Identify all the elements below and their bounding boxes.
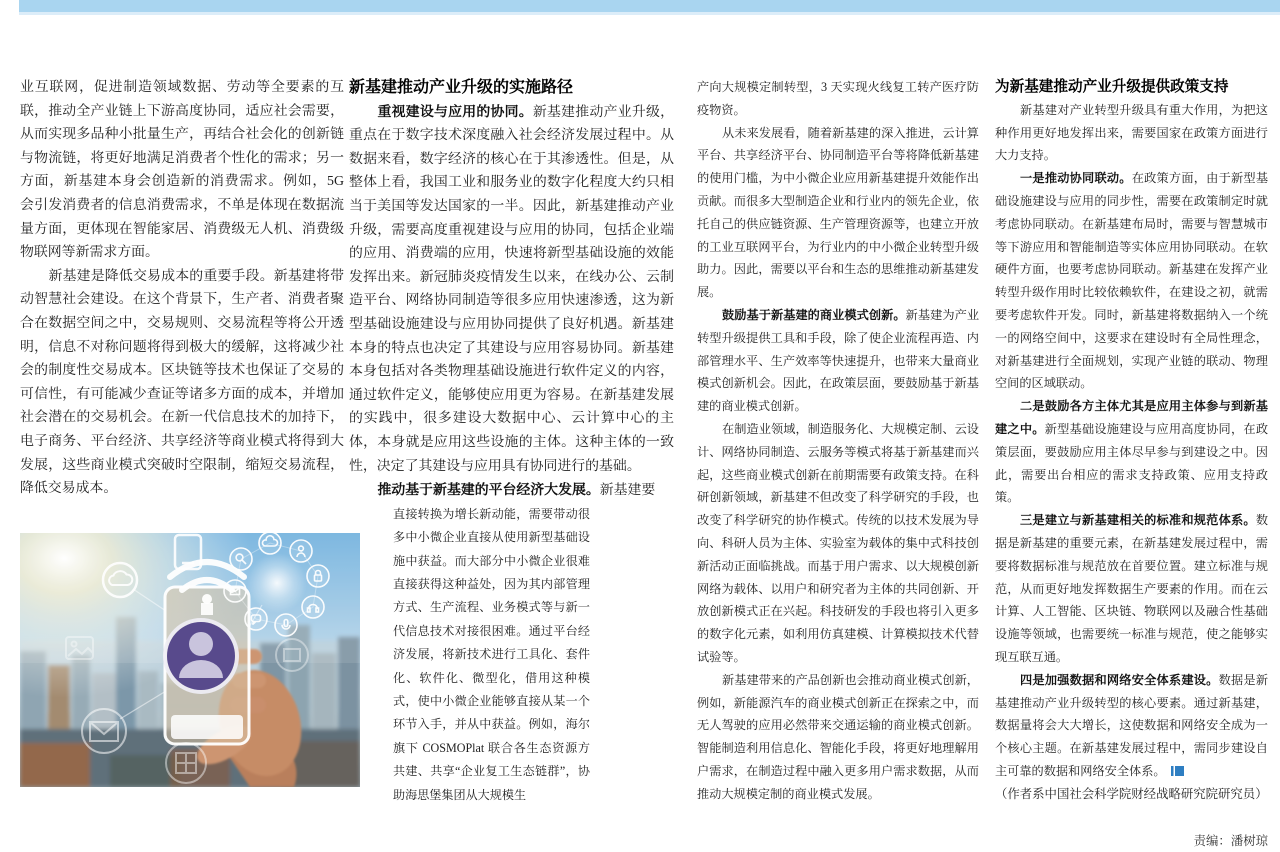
paragraph (20, 76, 344, 265)
column-3 (697, 76, 979, 806)
paragraph (697, 669, 979, 806)
photo-illustration (20, 533, 360, 787)
chat-icon (245, 608, 267, 630)
article-end-mark-icon (1171, 766, 1184, 776)
paragraph (995, 167, 1268, 395)
paragraph-text: 新基建对产业转型升级具有重大作用，为把这种作用更好地发挥出来，需要国家在政策方面进行大力支持。 (995, 103, 1268, 163)
paragraph (697, 122, 979, 304)
mic-icon (275, 614, 297, 636)
paragraph-text: 新型基础设施建设与应用高度协同，在政策层面，要鼓励应用主体尽早参与到建设之中。因此，需要出台相应的需求支持政策、应用支持政策。 (995, 422, 1268, 504)
avatar-icon (163, 618, 239, 694)
paragraph-text: 新基建是降低交易成本的重要手段。新基建将带动智慧社会建设。在这个背景下，生产者、消费者聚合在数据空间之中，交易规则、交易流程等将公开透明，信息不对称问题将得到极大的缓解，这将减少社会的制度性交易成本。区块链等技术也保证了交易的可信性，有可能减少查证等诸多方面的成本，并增加社会潜在的交易机会。在新一代信息技术的加持下，电子商务、平台经济、共享经济等商业模式将得到大发展，这些商业模式突破时空限制，缩短交易流程，降低交易成本。 (20, 269, 344, 496)
paragraph (995, 669, 1268, 783)
mail-small-icon (224, 580, 246, 602)
wifi-stem (201, 603, 213, 615)
paragraph-text: 从未来发展看，随着新基建的深入推进，云计算平台、共享经济平台、协同制造平台等将降低新基建的使用门槛，为中小微企业应用新基建提升效能作出贡献。而很多大型制造企业和行业内的领先企业，依托自己的供应链资源、生产管理资源等，也建立开放的工业互联网平台，为行业内的中小微企业转型升级助力。因此，需要以平台和生态的思维推动新基建发展。 (697, 126, 979, 300)
paragraph-text: 产向大规模定制转型，3 天实现火线复工转产医疗防疫物资。 (697, 80, 979, 117)
paragraph-text: 新基建带来的产品创新也会推动商业模式创新，例如，新能源汽车的商业模式创新正在探索之中，而无人驾驶的应用必然带来交通运输的商业模式创新。智能制造利用信息化、智能化手段，将更好地理解用户需求，在制造过程中融入更多用户需求数据，从而推动大规模定制的商业模式发展。 (697, 673, 979, 801)
paragraph-text: 数据是新基建的重要元素，在新基建发展过程中，需要将数据标准与规范放在首要位置。建立标准与规范，从而更好地发挥数据生产要素的作用。而在云计算、人工智能、区块链、物联网以及融合性基础设施等领域，也需要统一标准与规范，使之能够实现互联互通。 (995, 513, 1268, 664)
cloud-small-icon (259, 533, 281, 554)
column-1 (20, 76, 344, 501)
paragraph (697, 76, 979, 122)
wrapped-text-block (393, 503, 590, 807)
column-4 (995, 76, 1268, 852)
paragraph (995, 395, 1268, 509)
headphones-icon (302, 596, 324, 618)
paragraph-lead: 鼓励基于新基建的商业模式创新。 (722, 308, 906, 322)
paragraph (20, 265, 344, 501)
paragraph (995, 509, 1268, 669)
paragraph-text: 直接转换为增长新动能，需要带动很多中小微企业直接从使用新型基础设施中获益。而大部分中小微企业很难直接获得这种益处，因为其内部管理方式、生产流程、业务模式等与新一代信息技术对接很困难。通过平台经济发展，将新技术进行工具化、套件化、软件化、微型化，借用这种模式，使中小微企业能够直接从某一个环节入手，并从中获益。例如，海尔旗下 COSMOPlat 联合各生态资源方共建、共享“企业复工生态链群”，协助海思堡集团从大规模生 (393, 507, 590, 802)
paragraph (995, 99, 1268, 167)
paragraph-text: 在政策方面，由于新型基础设施建设与应用的同步性，需要在政策制定时就考虑协同联动。在新基建布局时，需要与智慧城市等下游应用和智能制造等实体应用协同联动。在软硬件方面，也要考虑协同联动。新基建在发挥产业转型升级作用时比较依赖软件，在建设之初，就需要考虑软件开发。同时，新基建将数据纳入一个统一的网络空间中，这要求在建设时有全局性理念，对新基建进行全面规划，实现产业链的联动、物理空间的区域联动。 (995, 171, 1268, 390)
paragraph-text: 新基建为产业转型升级提供工具和手段，除了使企业流程再造、内部管理水平、生产效率等快速提升，也带来大量商业模式创新机会。因此，在政策层面，要鼓励基于新基建的商业模式创新。 (697, 308, 979, 413)
article-photo (20, 533, 360, 787)
paragraph (697, 304, 979, 418)
paragraph-lead: 四是加强数据和网络安全体系建设。 (1020, 673, 1219, 687)
search-icon (230, 548, 252, 570)
paragraph-lead: 重视建设与应用的协同。 (377, 103, 532, 119)
editor-line: 责编：潘树琼 (995, 830, 1268, 852)
paragraph-text: 业互联网，促进制造领域数据、劳动等全要素的互联，推动全产业链上下游高度协同，适应社会需要，从而实现多品种小批量生产，再结合社会化的创新链与物流链，将更好地满足消费者个性化的需求；另一方面，新基建本身会创造新的消费需求。例如，5G 会引发消费者的信息消费需求，不单是体现在数据流量方面，更体现在智能家居、消费级无人机、消费级物联网等新需求方面。 (20, 80, 344, 260)
paragraph-text: 在制造业领域，制造服务化、大规模定制、云设计、网络协同制造、云服务等模式将基于新基建而兴起，这些商业模式创新在前期需要有政策支持。在科研创新领域，新基建不但改变了科学研究的手段，也改变了科学研究的协作模式。传统的以技术发展为导向、科研人员为主体、实验室为载体的集中式科技创新活动正面临挑战。而基于用户需求、以大规模创新网络为载体、以用户和研究者为主体的共同创新、开放创新模式正在兴起。科技研发的手段也将引入更多的数字化元素，如利用仿真建模、计算模拟技术代替试验等。 (697, 422, 979, 664)
paragraph-text: 新基建要 (600, 483, 656, 498)
section-heading: 新基建推动产业升级的实施路径 (349, 76, 674, 100)
column-2 (349, 76, 674, 807)
person-icon (290, 540, 312, 562)
paragraph (697, 418, 979, 669)
paragraph-lead: 三是建立与新基建相关的标准和规范体系。 (1020, 513, 1256, 527)
paragraph (349, 478, 674, 503)
paragraph-lead: 推动基于新基建的平台经济大发展。 (377, 481, 599, 497)
paragraph-text: 新基建推动产业升级，重点在于数字技术深度融入社会经济发展过程中。从数据来看，数字经济的核心在于其渗透性。但是，从整体上看，我国工业和服务业的数字化程度大约只相当于美国等发达国家的一半。因此，新基建推动产业升级，需要高度重视建设与应用的协同，包括企业端的应用、消费端的应用，快速将新型基础设施的效能发挥出来。新冠肺炎疫情发生以来，在线办公、云制造平台、网络协同制造等很多应用快速渗透，这为新型基础设施建设与应用协同提供了良好机遇。新基建本身的特点也决定了其建设与应用容易协同。新基建本身包括对各类物理基础设施进行软件定义的内容，通过软件定义，能够使应用更为容易。在新基建发展的实践中，很多建设大数据中心、云计算中心的主体，本身就是应用这些设施的主体。这种主体的一致性，决定了其建设与应用具有协同进行的基础。 (349, 105, 674, 474)
top-accent-bar (19, 0, 1280, 15)
paragraph (349, 100, 674, 479)
paragraph-text: 数据是新基建推动产业升级转型的核心要素。通过新基建，数据量将会大大增长，这使数据和网络安全成为一个核心主题。在新基建发展过程中，需同步建设自主可靠的数据和网络安全体系。 (995, 673, 1268, 778)
author-line: （作者系中国社会科学院财经战略研究院研究员） (995, 783, 1268, 806)
paragraph-lead: 二是鼓励各方主体尤其是应用主体参与到新基建之中。 (995, 399, 1268, 436)
paragraph-lead: 一是推动协同联动。 (1020, 171, 1132, 185)
section-heading: 为新基建推动产业升级提供政策支持 (995, 76, 1268, 99)
lock-icon (307, 565, 329, 587)
